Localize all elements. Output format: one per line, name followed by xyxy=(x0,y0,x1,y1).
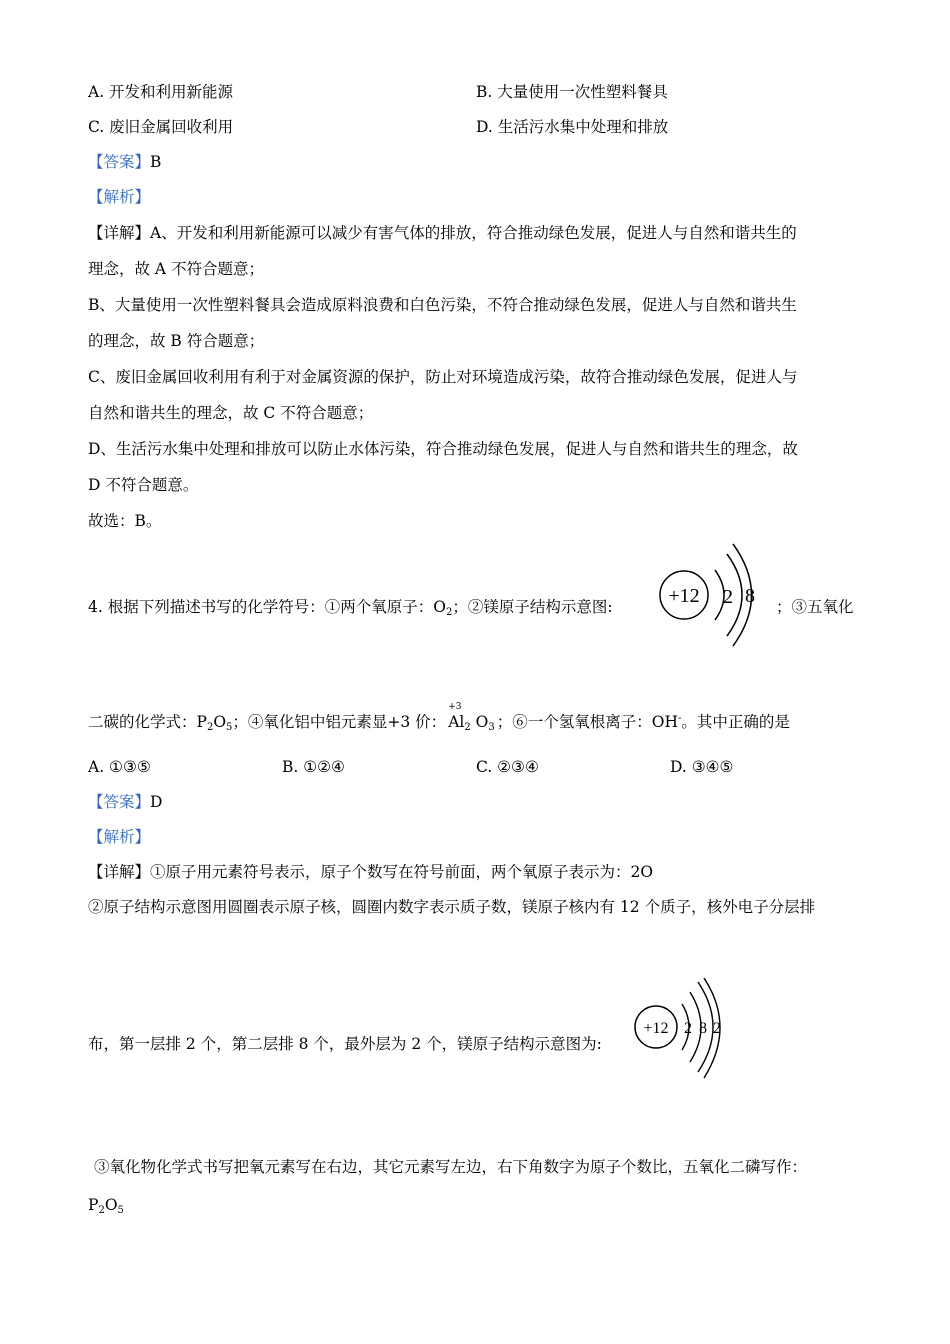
q4-detail-line: 布，第一层排 2 个，第二层排 8 个，最外层为 2 个，镁原子结构示意图为: xyxy=(88,1035,602,1053)
o-symbol: O xyxy=(104,1196,118,1214)
q3-detail-line: B、大量使用一次性塑料餐具会造成原料浪费和白色污染，不符合推动绿色发展，促进人与自然和谐共生 xyxy=(88,296,797,314)
q3-conclusion: 故选：B。 xyxy=(88,512,162,530)
shell-electrons: 8 xyxy=(745,585,755,607)
al-subscript: 2 xyxy=(464,722,471,733)
magnesium-atom-diagram xyxy=(655,540,765,650)
al-valence: +3 xyxy=(448,702,462,712)
q3-option-d: D. 生活污水集中处理和排放 xyxy=(476,118,669,136)
answer-tag: 【答案】 xyxy=(88,153,151,171)
magnesium-atom-diagram xyxy=(632,978,732,1082)
shell-electrons: 2 xyxy=(713,1020,721,1037)
q3-detail-line: 理念，故 A 不符合题意； xyxy=(88,260,265,278)
shell-electrons: 8 xyxy=(699,1020,707,1037)
al-o-subscript: 3 xyxy=(488,722,495,733)
q3-detail-line: D 不符合题意。 xyxy=(88,476,199,494)
q3-detail-line: 自然和谐共生的理念，故 C 不符合题意； xyxy=(88,404,374,422)
q3-detail-line: 【详解】A、开发和利用新能源可以减少有害气体的排放，符合推动绿色发展，促进人与自然和谐共生的 xyxy=(88,224,797,242)
al-symbol: Al xyxy=(448,713,465,731)
q4-stem-mid: ；②镁原子结构示意图: xyxy=(452,598,613,616)
q4-detail-line: ③氧化物化学式书写把氧元素写在右边，其它元素写左边，右下角数字为原子个数比，五氧化二磷写作： xyxy=(94,1158,808,1176)
answer-tag: 【答案】 xyxy=(88,793,151,811)
q3-detail-line: 的理念，故 B 符合题意； xyxy=(88,332,265,350)
nucleus-charge: +12 xyxy=(643,1020,669,1037)
o-subscript: 5 xyxy=(226,722,233,733)
q4-option-b: B. ①②④ xyxy=(282,758,345,776)
al-o-symbol: O xyxy=(475,713,489,731)
p-subscript: 2 xyxy=(206,722,214,733)
q4-stem-line2 xyxy=(88,702,790,738)
nucleus-charge: +12 xyxy=(668,585,700,607)
q3-answer xyxy=(88,152,161,172)
oh-charge: - xyxy=(677,713,682,724)
q3-analysis-tag: 【解析】 xyxy=(88,188,151,206)
q4-detail-line: 【详解】①原子用元素符号表示，原子个数写在符号前面，两个氧原子表示为：2O xyxy=(88,863,654,881)
q3-option-b: B. 大量使用一次性塑料餐具 xyxy=(476,83,668,101)
al2o3-formula xyxy=(446,702,497,738)
q4-stem-prefix: 4. 根据下列描述书写的化学符号：①两个氧原子：O xyxy=(88,598,446,616)
q4-stem-line2-mid: ；④氧化铝中铝元素显+3 价： xyxy=(232,713,447,731)
o-symbol: O xyxy=(213,713,227,731)
q4-stem-line2-mid2: ；⑥一个氢氧根离子：OH xyxy=(496,713,678,731)
answer-value: B xyxy=(150,153,162,171)
q4-stem-line2-prefix: 二碳的化学式：P xyxy=(88,713,207,731)
q3-option-a: A. 开发和利用新能源 xyxy=(88,83,234,101)
q4-analysis-tag: 【解析】 xyxy=(88,828,151,846)
p-subscript: 2 xyxy=(98,1205,105,1216)
p2o5-formula xyxy=(88,1195,124,1221)
q4-option-d: D. ③④⑤ xyxy=(670,758,734,776)
o2-subscript: 2 xyxy=(445,607,453,618)
q4-stem-line1 xyxy=(88,597,613,623)
q4-detail-line: ②原子结构示意图用圆圈表示原子核，圆圈内数字表示质子数，镁原子核内有 12 个质子，核外电子分层排 xyxy=(88,898,816,916)
q4-stem-suffix: ；③五氧化 xyxy=(776,598,854,616)
q4-option-a: A. ①③⑤ xyxy=(88,758,151,776)
q3-detail-line: D、生活污水集中处理和排放可以防止水体污染，符合推动绿色发展，促进人与自然和谐共生的理念，故 xyxy=(88,440,798,458)
o-subscript: 5 xyxy=(117,1205,124,1216)
shell-electrons: 2 xyxy=(684,1020,692,1037)
q4-answer xyxy=(88,792,162,812)
q3-detail-line: C、废旧金属回收利用有利于对金属资源的保护，防止对环境造成污染，故符合推动绿色发展，促进人与 xyxy=(88,368,798,386)
answer-value: D xyxy=(150,793,163,811)
q4-option-c: C. ②③④ xyxy=(476,758,539,776)
q3-option-c: C. 废旧金属回收利用 xyxy=(88,118,234,136)
q4-stem-line2-suffix: 。其中正确的是 xyxy=(681,713,790,731)
shell-electrons: 2 xyxy=(723,586,733,608)
p-symbol: P xyxy=(88,1196,99,1214)
